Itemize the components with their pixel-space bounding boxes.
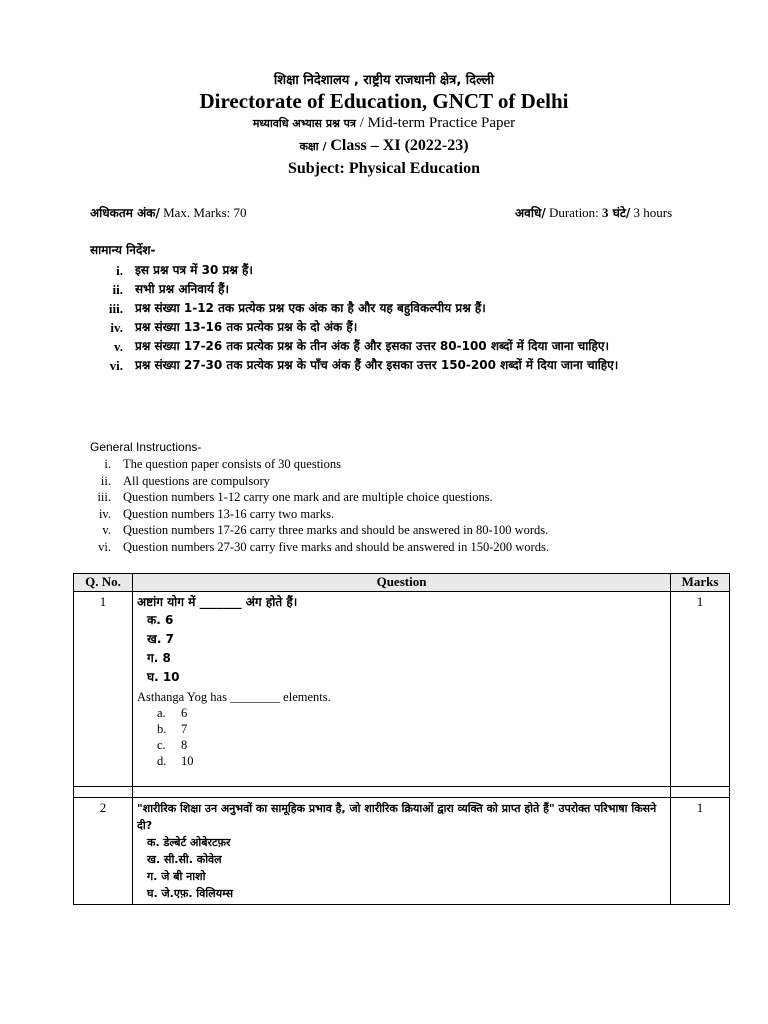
- q1-hindi: अष्टांग योग में _______ अंग होते हैं।: [137, 595, 298, 609]
- max-marks: [90, 204, 247, 221]
- list-item: i. The question paper consists of 30 questions: [104, 457, 342, 471]
- duration-hindi: अवधि/: [515, 206, 546, 220]
- q2-hindi: "शारीरिक शिक्षा उन अनुभवों का सामूहिक प्रभाव है, जो शारीरिक क्रियाओं द्वारा व्यक्ति को प्राप्त होते हैं" उपरोक्त परिभाषा किसने दी?: [137, 802, 657, 832]
- duration-english: Duration:: [545, 205, 603, 220]
- q2-option: ख. सी.सी. कोवेल: [147, 853, 222, 866]
- max-marks-english: Max. Marks: 70: [159, 205, 247, 220]
- class-line: [0, 137, 768, 155]
- q1-english-option: b. 7: [157, 722, 188, 736]
- q1-hindi-option: ख. 7: [147, 632, 174, 646]
- question-table: [73, 573, 730, 905]
- paper-type-english: / Mid-term Practice Paper: [356, 115, 516, 131]
- page-title: Directorate of Education, GNCT of Delhi: [199, 89, 569, 113]
- dept-hindi-heading: शिक्षा निदेशालय , राष्ट्रीय राजधानी क्षेत्र, दिल्ली: [273, 73, 495, 88]
- subject-line: Subject: Physical Education: [287, 160, 480, 177]
- hindi-instructions-title: सामान्य निर्देश-: [90, 243, 156, 257]
- q2-option: ग. जे बी नाशो: [147, 870, 206, 883]
- list-item: i. इस प्रश्न पत्र में 30 प्रश्न हैं।: [116, 263, 253, 278]
- header-marks: Marks: [671, 574, 730, 592]
- q2-marks: 1: [671, 798, 730, 905]
- duration: [515, 204, 672, 221]
- list-item: v. प्रश्न संख्या 17-26 तक प्रत्येक प्रश्न के तीन अंक हैं और इसका उत्तर 80-100 शब्दों में दिया जाना चाहिए।: [113, 339, 610, 354]
- q1-marks: 1: [671, 592, 730, 787]
- list-item: iii. प्रश्न संख्या 1-12 तक प्रत्येक प्रश्न एक अंक का है और यह बहुविकल्पीय प्रश्न हैं।: [108, 301, 486, 316]
- q1-english-option: c. 8: [157, 738, 188, 752]
- q2-option: क. डेल्बेर्ट ओबेरटफ़र: [147, 836, 231, 849]
- duration-hours: 3 hours: [630, 205, 673, 220]
- header-qno: Q. No.: [74, 574, 133, 592]
- list-item: ii. सभी प्रश्न अनिवार्य हैं।: [112, 282, 230, 297]
- list-item: iv. प्रश्न संख्या 13-16 तक प्रत्येक प्रश्न के दो अंक हैं।: [110, 320, 358, 335]
- class-english: Class – XI (2022-23): [330, 137, 469, 154]
- q1-english-option: a. 6: [157, 706, 188, 720]
- duration-value: 3: [602, 205, 609, 220]
- max-marks-hindi: अधिकतम अंक/: [90, 206, 160, 220]
- paper-type: [0, 115, 768, 132]
- list-item: vi. प्रश्न संख्या 27-30 तक प्रत्येक प्रश्न के पाँच अंक हैं और इसका उत्तर 150-200 शब्दों में दिया जाना चाहिए।: [109, 358, 619, 373]
- q1-hindi-option: ग. 8: [147, 651, 171, 665]
- list-item: v. Question numbers 17-26 carry three marks and should be answered in 80-100 words.: [102, 523, 549, 537]
- class-hindi: कक्षा /: [299, 140, 331, 153]
- q1-english-option: d. 10: [157, 754, 194, 768]
- q1-english: Asthanga Yog has ________ elements.: [137, 690, 331, 704]
- table-header-row: [74, 574, 730, 592]
- q2-cell: [133, 798, 671, 905]
- general-instructions-list: [90, 456, 710, 555]
- q1-number: 1: [74, 592, 133, 787]
- q2-option: घ. जे.एफ़. विलियम्स: [147, 887, 234, 900]
- table-row: [74, 798, 730, 905]
- q2-number: 2: [74, 798, 133, 905]
- list-item: iv. Question numbers 13-16 carry two marks.: [98, 506, 335, 521]
- table-row: [74, 592, 730, 787]
- duration-hindi-unit: घंटे/: [608, 206, 631, 220]
- general-instructions-title: General Instructions-: [90, 440, 202, 454]
- q1-cell: [133, 592, 671, 787]
- header-question: Question: [133, 574, 671, 592]
- list-item: vi. Question numbers 27-30 carry five marks and should be answered in 150-200 words.: [98, 539, 549, 554]
- list-item: ii. All questions are compulsory: [100, 473, 270, 488]
- list-item: iii. Question numbers 1-12 carry one mark and are multiple choice questions.: [97, 490, 493, 504]
- table-spacer: [74, 787, 730, 798]
- q1-hindi-option: घ. 10: [147, 670, 180, 684]
- paper-type-hindi: मध्यावधि अभ्यास प्रश्न पत्र: [252, 117, 357, 130]
- hindi-instructions-list: [90, 261, 710, 375]
- q1-hindi-option: क. 6: [147, 613, 174, 627]
